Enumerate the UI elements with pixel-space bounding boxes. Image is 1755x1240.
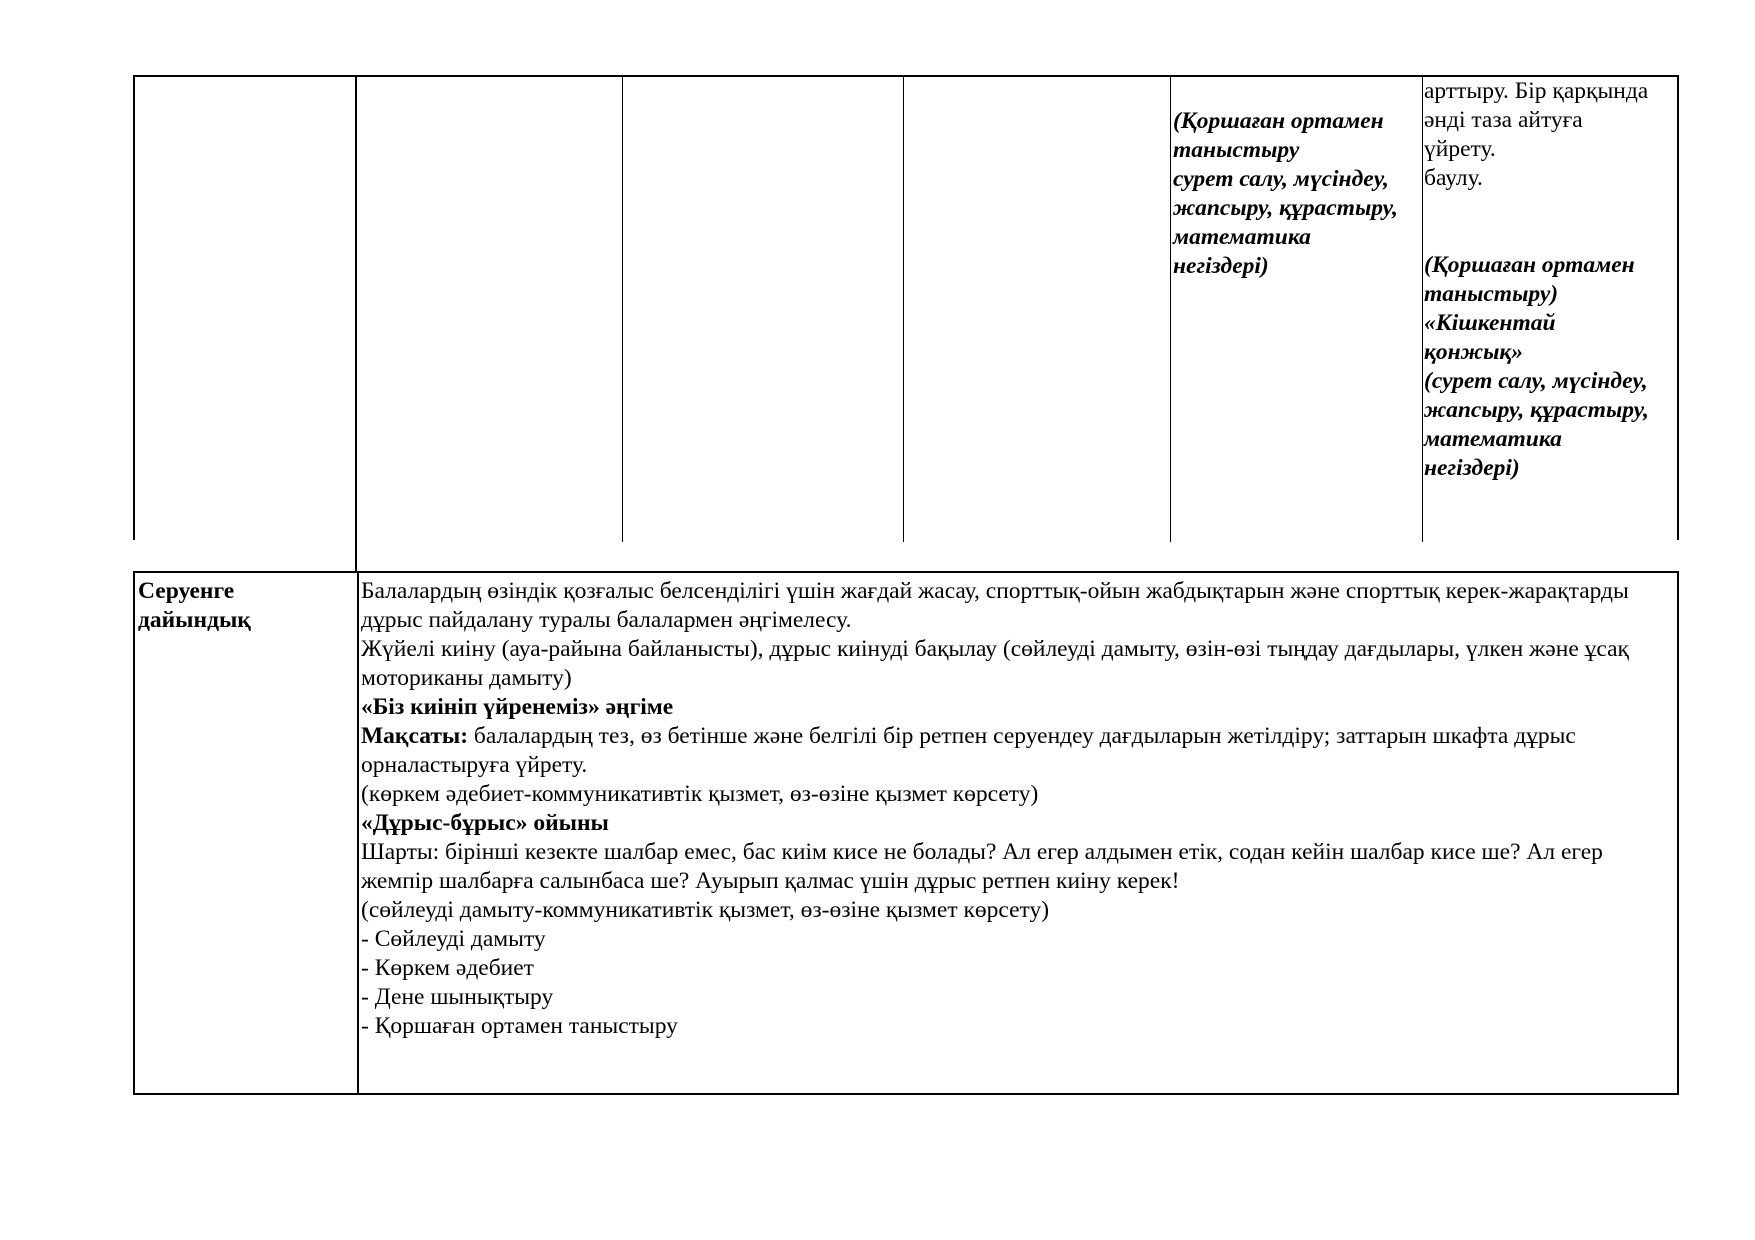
text-line: сурет салу, мүсіндеу, <box>1173 166 1389 192</box>
column-divider <box>1170 77 1171 542</box>
list-item: - Қоршаған ортамен таныстыру <box>361 1013 678 1039</box>
text-line: қонжық» <box>1424 339 1524 365</box>
column-divider <box>903 77 904 542</box>
text-line: жапсыру, құрастыру, <box>1173 195 1398 221</box>
schedule-table-top <box>133 75 1679 540</box>
text-line: әнді таза айтуға <box>1424 107 1583 133</box>
row-label-line: Серуенге <box>138 578 235 604</box>
list-item: - Дене шынықтыру <box>361 984 554 1010</box>
cell-col6-activities <box>1424 77 1674 483</box>
column-divider <box>622 77 623 542</box>
text-line: жапсыру, құрастыру, <box>1424 397 1649 423</box>
goal-label: Мақсаты: <box>361 723 469 749</box>
column-divider <box>357 573 359 1093</box>
paragraph: Балалардың өзіндік қозғалыс белсенділігі үшін жағдай жасау, спорттық-ойын жабдықтарын және спорттық керек-жарақтарды дұрыс пайдалану туралы балалармен әңгімелесу. <box>361 578 1629 633</box>
text-line: баулу. <box>1424 165 1483 191</box>
list-item: - Сөйлеуді дамыту <box>361 926 546 952</box>
text-line: (Қоршаған ортамен <box>1173 108 1384 134</box>
paragraph: (сөйлеуді дамыту-коммуникативтік қызмет, өз-өзіне қызмет көрсету) <box>361 897 1050 923</box>
paragraph: Жүйелі киіну (ауа-райына байланысты), дұрыс киінуді бақылау (сөйлеуді дамыту, өзін-өзі тыңдау дағдылары, үлкен және ұсақ моториканы дамыту) <box>361 636 1629 691</box>
column-divider <box>355 77 357 542</box>
row-label <box>138 577 353 635</box>
goal-paragraph <box>361 722 1671 780</box>
list-item: - Көркем әдебиет <box>361 955 534 981</box>
text-line: негіздері) <box>1424 455 1520 481</box>
text-line: математика <box>1424 426 1562 452</box>
row-content <box>361 577 1671 1041</box>
text-line: (Қоршаған ортамен <box>1424 252 1635 278</box>
goal-text: балалардың тез, өз бетінше және белгілі бір ретпен серуендеу дағдыларын жетілдіру; заттарын шкафта дұрыс орналастыруға үйрету. <box>361 723 1576 778</box>
paragraph: (көркем әдебиет-коммуникативтік қызмет, өз-өзіне қызмет көрсету) <box>361 781 1039 807</box>
text-line: математика <box>1173 224 1311 250</box>
column-divider <box>1422 77 1423 542</box>
game-title: «Дұрыс-бұрыс» ойыны <box>361 810 609 836</box>
cell-col5-activities <box>1173 107 1421 281</box>
row-label-line: дайындық <box>138 607 251 633</box>
schedule-table-walk-prep <box>133 571 1679 1095</box>
text-line: (сурет салу, мүсіндеу, <box>1424 368 1648 394</box>
text-line: таныстыру <box>1173 137 1300 163</box>
text-line: үйрету. <box>1424 136 1496 162</box>
table-connector-line <box>355 540 357 571</box>
paragraph: Шарты: бірінші кезекте шалбар емес, бас киім кисе не болады? Ал егер алдымен етік, содан кейін шалбар кисе ше? Ал егер жемпір шалбарға салынбаса ше? Ауырып қалмас үшін дұрыс ретпен киіну керек! <box>361 839 1603 894</box>
text-line: арттыру. Бір қарқында <box>1424 78 1649 104</box>
conversation-title: «Біз киініп үйренеміз» әңгіме <box>361 694 674 720</box>
text-line: таныстыру) <box>1424 281 1559 307</box>
text-line: негіздері) <box>1173 253 1269 279</box>
text-line: «Кішкентай <box>1424 310 1556 336</box>
